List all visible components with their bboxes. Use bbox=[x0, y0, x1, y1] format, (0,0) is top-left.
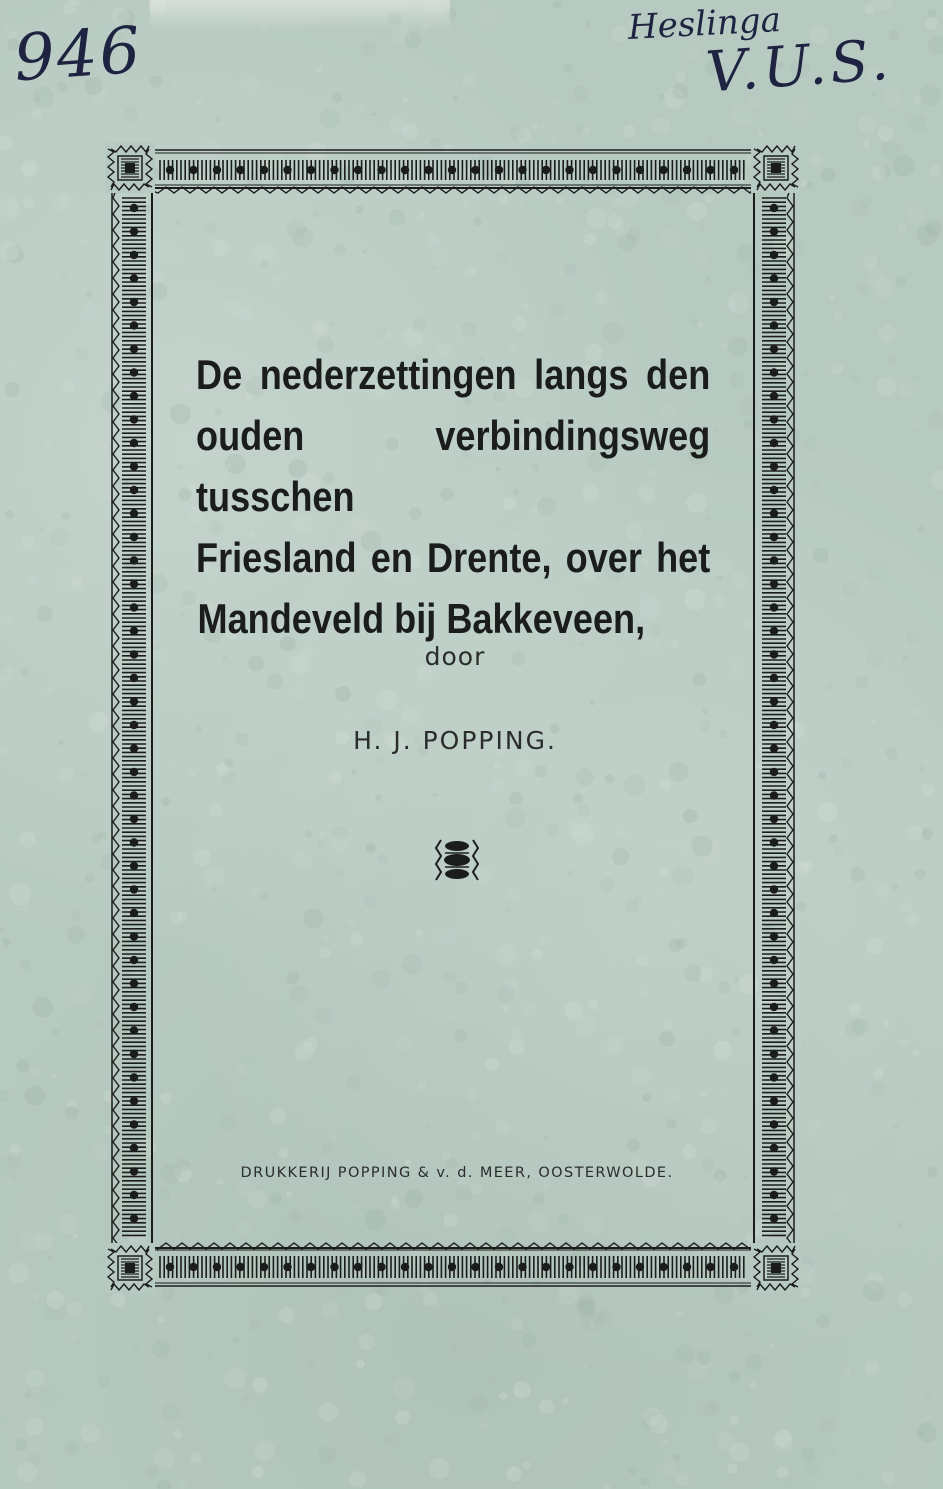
border-right-band bbox=[762, 198, 786, 1235]
border-corner-ornaments bbox=[105, 143, 801, 1293]
by-line: door bbox=[424, 642, 486, 671]
handwritten-initials: V.U.S. bbox=[703, 27, 895, 106]
printer-imprint: DRUKKERIJ POPPING & v. d. MEER, OOSTERWOLDE. bbox=[240, 1165, 674, 1181]
border-left-band bbox=[122, 198, 146, 1235]
border-bottom-band bbox=[160, 1256, 744, 1278]
author-name: H. J. POPPING. bbox=[353, 726, 557, 755]
title-line-3: Friesland en Drente, over het bbox=[196, 534, 711, 581]
booklet-title bbox=[196, 344, 710, 649]
title-line-2: ouden verbindingsweg tusschen bbox=[196, 412, 711, 520]
handwritten-owner-name: Heslinga bbox=[627, 0, 782, 48]
title-line-1: De nederzettingen langs den bbox=[196, 351, 711, 398]
title-line-4: Mandeveld bij Bakkeveen, bbox=[197, 595, 646, 642]
handwritten-catalog-number: 946 bbox=[11, 13, 145, 97]
printer-ornament-icon bbox=[435, 836, 479, 886]
border-top-band bbox=[160, 160, 744, 180]
